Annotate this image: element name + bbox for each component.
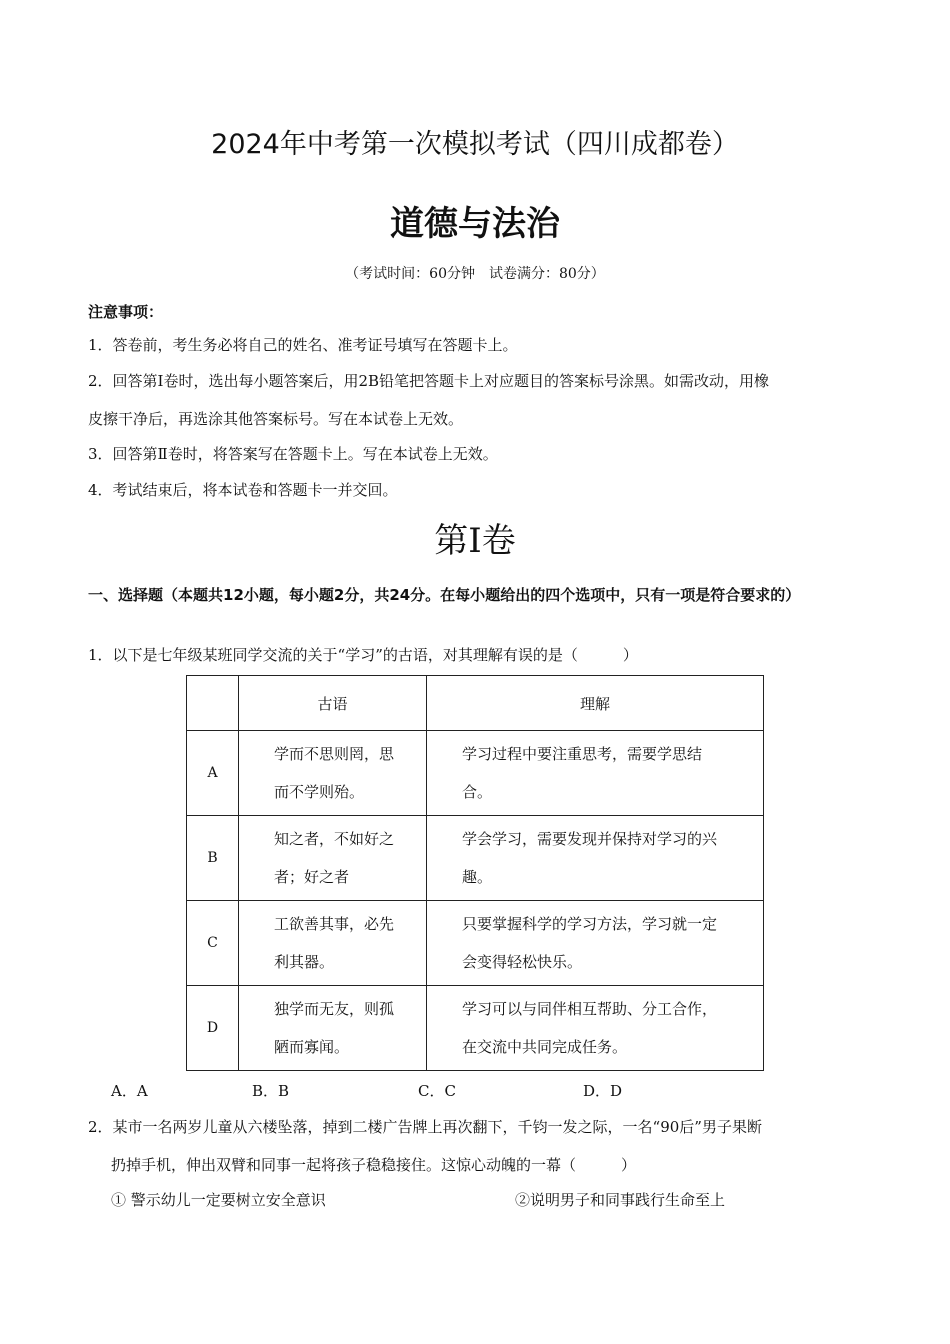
exam-info: （考试时间：60分钟 试卷满分：80分） bbox=[345, 266, 605, 282]
explanation-cell: 只要掌握科学的学习方法，学习就一定 会变得轻松快乐。 bbox=[427, 901, 764, 986]
question-2-stem-continuation: 扔掉手机，伸出双臂和同事一起将孩子稳稳接住。这惊心动魄的一幕（ ） bbox=[111, 1156, 637, 1174]
explanation-cell: 学会学习，需要发现并保持对学习的兴 趣。 bbox=[427, 816, 764, 901]
question-2-stem: 2．某市一名两岁儿童从六楼坠落，掉到二楼广告牌上再次翻下，千钧一发之际，一名“90后”男子果断 bbox=[88, 1118, 762, 1136]
option-a[interactable]: A．A bbox=[111, 1082, 148, 1100]
explanation-cell: 学习过程中要注重思考，需要学思结 合。 bbox=[427, 731, 764, 816]
notes-heading: 注意事项： bbox=[88, 303, 164, 321]
volume-title: 第Ⅰ卷 bbox=[434, 521, 516, 561]
note-item: 3．回答第Ⅱ卷时，将答案写在答题卡上。写在本试卷上无效。 bbox=[88, 445, 498, 463]
row-label: A bbox=[187, 731, 239, 816]
note-item-continuation: 皮擦干净后，再选涂其他答案标号。写在本试卷上无效。 bbox=[88, 410, 464, 428]
option-d[interactable]: D．D bbox=[583, 1082, 623, 1100]
table-header-row bbox=[187, 676, 764, 731]
question-2-choice: ②说明男子和同事践行生命至上 bbox=[515, 1191, 726, 1209]
table-row bbox=[187, 986, 764, 1071]
section-heading: 一、选择题（本题共12小题，每小题2分，共24分。在每小题给出的四个选项中，只有一项是符合要求的） bbox=[88, 586, 801, 604]
row-label: C bbox=[187, 901, 239, 986]
quote-cell: 学而不思则罔，思 而不学则殆。 bbox=[239, 731, 427, 816]
row-label: B bbox=[187, 816, 239, 901]
question-1-table bbox=[186, 675, 764, 1071]
quote-cell: 工欲善其事，必先 利其器。 bbox=[239, 901, 427, 986]
note-item: 4．考试结束后，将本试卷和答题卡一并交回。 bbox=[88, 481, 398, 499]
table-header-empty bbox=[187, 676, 239, 731]
note-item: 1．答卷前，考生务必将自己的姓名、准考证号填写在答题卡上。 bbox=[88, 336, 518, 354]
option-b[interactable]: B．B bbox=[252, 1082, 290, 1100]
quote-cell: 知之者，不如好之 者；好之者 bbox=[239, 816, 427, 901]
explanation-cell: 学习可以与同伴相互帮助、分工合作， 在交流中共同完成任务。 bbox=[427, 986, 764, 1071]
note-item: 2．回答第Ⅰ卷时，选出每小题答案后，用2B铅笔把答题卡上对应题目的答案标号涂黑。如需改动，用橡 bbox=[88, 372, 770, 390]
exam-title: 2024年中考第一次模拟考试（四川成都卷） bbox=[211, 129, 739, 160]
table-row bbox=[187, 816, 764, 901]
table-row bbox=[187, 731, 764, 816]
table-header-quote: 古语 bbox=[239, 676, 427, 731]
option-c[interactable]: C．C bbox=[418, 1082, 456, 1100]
table-row bbox=[187, 901, 764, 986]
row-label: D bbox=[187, 986, 239, 1071]
subject-title: 道德与法治 bbox=[390, 204, 560, 244]
question-1-stem: 1．以下是七年级某班同学交流的关于“学习”的古语，对其理解有误的是（ ） bbox=[88, 646, 638, 664]
quote-cell: 独学而无友，则孤 陋而寡闻。 bbox=[239, 986, 427, 1071]
table-header-explanation: 理解 bbox=[427, 676, 764, 731]
question-2-choice: ① 警示幼儿一定要树立安全意识 bbox=[111, 1191, 326, 1209]
